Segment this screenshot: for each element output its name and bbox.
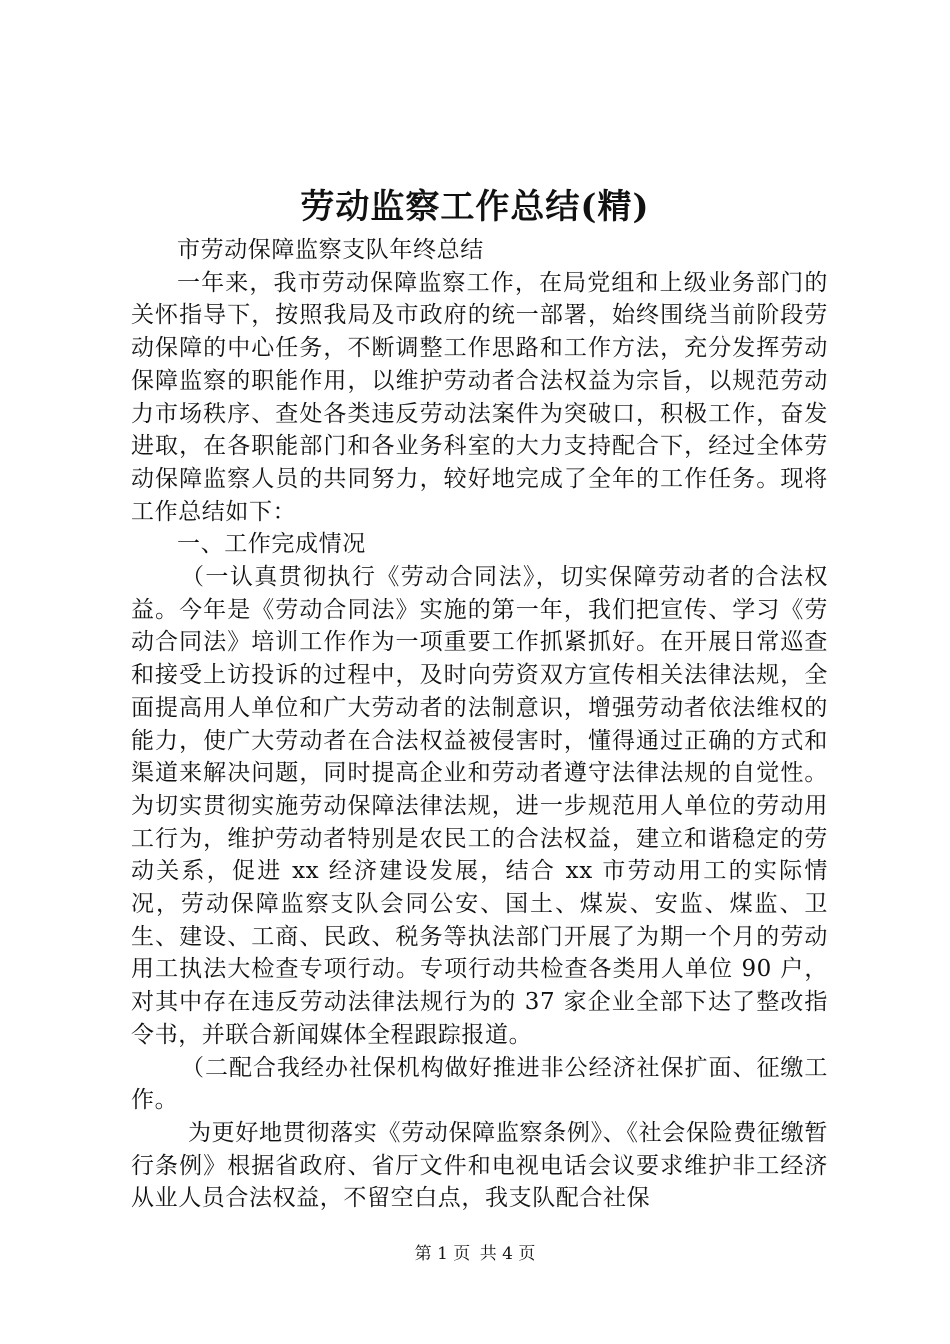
section-item-2-body-paragraph: 为更好地贯彻落实《劳动保障监察条例》、《社会保险费征缴暂行条例》根据省政府、省厅文件和电视电话会议要求维护非工经济从业人员合法权益，不留空白点，我支队配合社保 [131,1119,828,1212]
subtitle-paragraph: 市劳动保障监察支队年终总结 [177,237,484,263]
document-body [131,234,828,1215]
section-heading: 一、工作完成情况 [177,531,366,558]
document-title: 劳动监察工作总结(精) [300,187,650,227]
section-item-2-paragraph: （二配合我经办社保机构做好推进非公经济社保扩面、征缴工作。 [131,1054,828,1114]
page-footer [0,1242,950,1266]
section-item-1-paragraph: （一认真贯彻执行《劳动合同法》，切实保障劳动者的合法权益。今年是《劳动合同法》实施的第一年，我们把宣传、学习《劳动合同法》培训工作作为一项重要工作抓紧抓好。在开展日常巡查和接受上访投诉的过程中，及时向劳资双方宣传相关法律法规，全面提高用人单位和广大劳动者的法制意识，增强劳动者依法维权的能力，使广大劳动者在合法权益被侵害时，懂得通过正确的方式和渠道来解决问题，同时提高企业和劳动者遵守法律法规的自觉性。为切实贯彻实施劳动保障法律法规，进一步规范用人单位的劳动用工行为，维护劳动者特别是农民工的合法权益，建立和谐稳定的劳动关系，促进 xx 经济建设发展，结合 xx 市劳动用工的实际情况，劳动保障监察支队会同公安、国土、煤炭、安监、煤监、卫生、建设、工商、民政、税务等执法部门开展了为期一个月的劳动用工执法大检查专项行动。专项行动共检查各类用人单位 90 户，对其中存在违反劳动法律法规行为的 37 家企业全部下达了整改指令书，并联合新闻媒体全程跟踪报道。 [131,564,828,1048]
page-number: 第 1 页 [414,1244,471,1264]
intro-paragraph: 一年来，我市劳动保障监察工作，在局党组和上级业务部门的关怀指导下，按照我局及市政府的统一部署，始终围绕当前阶段劳动保障的中心任务，不断调整工作思路和工作方法，充分发挥劳动保障监察的职能作用，以维护劳动者合法权益为宗旨，以规范劳动力市场秩序、查处各类违反劳动法案件为突破口，积极工作，奋发进取，在各职能部门和各业务科室的大力支持配合下，经过全体劳动保障监察人员的共同努力，较好地完成了全年的工作任务。现将工作总结如下： [131,269,828,525]
page-total: 共 4 页 [479,1244,536,1264]
